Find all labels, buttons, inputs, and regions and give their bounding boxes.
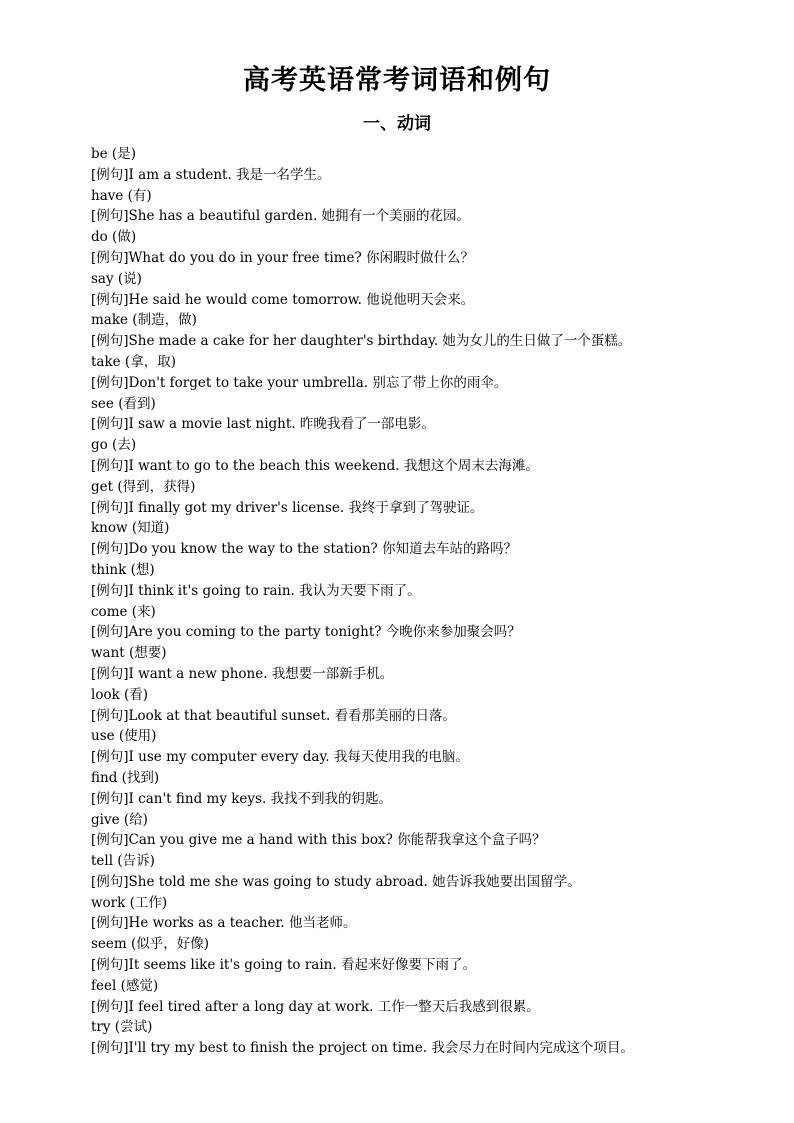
example-sentence-line	[91, 997, 751, 1018]
vocabulary-word: work (工作)	[91, 894, 168, 911]
example-sentence: I use my computer every day. 我每天使用我的电脑。	[128, 749, 469, 766]
vocabulary-word: get (得到，获得)	[91, 478, 196, 495]
example-sentence-line	[91, 664, 751, 685]
example-tag: [例句]	[91, 249, 129, 266]
example-sentence-line	[91, 165, 751, 186]
example-tag: [例句]	[91, 333, 129, 350]
vocabulary-word: do (做)	[91, 229, 137, 246]
example-sentence-line	[91, 248, 751, 269]
vocabulary-word: have (有)	[91, 187, 152, 204]
vocabulary-word: see (看到)	[91, 395, 156, 412]
vocabulary-word: use (使用)	[91, 728, 157, 745]
example-tag: [例句]	[91, 873, 129, 890]
example-sentence-line	[91, 747, 751, 768]
vocabulary-word: look (看)	[91, 686, 149, 703]
example-sentence: She told me she was going to study abroad. 她告诉我她要出国留学。	[128, 873, 581, 890]
vocabulary-word: feel (感觉)	[91, 977, 159, 994]
example-sentence-line	[91, 913, 751, 934]
example-tag: [例句]	[91, 416, 129, 433]
vocabulary-word: take (拿，取)	[91, 353, 176, 370]
vocabulary-word: think (想)	[91, 561, 155, 578]
vocabulary-word: tell (告诉)	[91, 853, 155, 870]
example-tag: [例句]	[91, 832, 129, 849]
example-sentence-line	[91, 789, 751, 810]
vocabulary-word: try (尝试)	[91, 1019, 153, 1036]
example-sentence-line	[91, 872, 751, 893]
example-tag: [例句]	[91, 624, 129, 641]
example-tag: [例句]	[91, 291, 129, 308]
example-sentence: Are you coming to the party tonight? 今晚你来参加聚会吗？	[128, 624, 521, 641]
example-tag: [例句]	[91, 541, 129, 558]
example-sentence: I saw a movie last night. 昨晚我看了一部电影。	[128, 416, 435, 433]
vocabulary-word: say (说)	[91, 270, 142, 287]
example-tag: [例句]	[91, 208, 129, 225]
example-sentence: I feel tired after a long day at work. 工作一整天后我感到很累。	[128, 998, 540, 1015]
example-tag: [例句]	[91, 457, 129, 474]
example-sentence: Do you know the way to the station? 你知道去车站的路吗？	[128, 541, 518, 558]
example-tag: [例句]	[91, 499, 129, 516]
example-sentence: What do you do in your free time? 你闲暇时做什么？	[128, 249, 475, 266]
example-sentence-line	[91, 706, 751, 727]
example-tag: [例句]	[91, 915, 129, 932]
example-sentence: She made a cake for her daughter's birthday. 她为女儿的生日做了一个蛋糕。	[128, 333, 632, 350]
example-sentence: I'll try my best to finish the project on time. 我会尽力在时间内完成这个项目。	[128, 1040, 634, 1057]
example-sentence-line	[91, 414, 751, 435]
vocabulary-list	[91, 144, 751, 1059]
example-sentence: I am a student. 我是一名学生。	[128, 166, 331, 183]
document-title: 高考英语常考词语和例句	[243, 65, 551, 96]
example-sentence: Can you give me a hand with this box? 你能帮我拿这个盒子吗？	[128, 832, 546, 849]
example-sentence-line	[91, 290, 751, 311]
example-sentence: She has a beautiful garden. 她拥有一个美丽的花园。	[128, 208, 471, 225]
example-sentence: It seems like it's going to rain. 看起来好像要下雨了。	[128, 957, 476, 974]
example-sentence: I want to go to the beach this weekend. 我想这个周末去海滩。	[128, 457, 539, 474]
example-tag: [例句]	[91, 1040, 129, 1057]
example-sentence-line	[91, 955, 751, 976]
vocabulary-word: come (来)	[91, 603, 156, 620]
example-tag: [例句]	[91, 707, 129, 724]
vocabulary-word: go (去)	[91, 437, 137, 454]
example-sentence: Don't forget to take your umbrella. 别忘了带上你的雨伞。	[128, 374, 508, 391]
example-sentence-line	[91, 373, 751, 394]
example-tag: [例句]	[91, 749, 129, 766]
vocabulary-word: know (知道)	[91, 520, 170, 537]
example-tag: [例句]	[91, 790, 129, 807]
example-tag: [例句]	[91, 998, 129, 1015]
example-sentence-line	[91, 206, 751, 227]
example-sentence-line	[91, 539, 751, 560]
example-sentence-line	[91, 1038, 751, 1059]
example-sentence: I want a new phone. 我想要一部新手机。	[128, 665, 394, 682]
example-tag: [例句]	[91, 166, 129, 183]
example-sentence: I can't find my keys. 我找不到我的钥匙。	[128, 790, 393, 807]
example-tag: [例句]	[91, 374, 129, 391]
example-sentence-line	[91, 830, 751, 851]
example-sentence-line	[91, 456, 751, 477]
example-sentence: I think it's going to rain. 我认为天要下雨了。	[128, 582, 421, 599]
vocabulary-word: seem (似乎，好像)	[91, 936, 210, 953]
example-tag: [例句]	[91, 665, 129, 682]
example-tag: [例句]	[91, 582, 129, 599]
section-heading: 一、动词	[363, 114, 431, 134]
example-sentence-line	[91, 622, 751, 643]
vocabulary-word: give (给)	[91, 811, 148, 828]
vocabulary-word: want (想要)	[91, 645, 167, 662]
example-sentence-line	[91, 498, 751, 519]
vocabulary-word: make (制造，做)	[91, 312, 197, 329]
vocabulary-word: find (找到)	[91, 769, 160, 786]
example-sentence: I finally got my driver's license. 我终于拿到了驾驶证。	[128, 499, 484, 516]
vocabulary-word: be (是)	[91, 146, 136, 162]
example-sentence: He works as a teacher. 他当老师。	[128, 915, 357, 932]
example-sentence-line	[91, 581, 751, 602]
example-sentence: Look at that beautiful sunset. 看看那美丽的日落。	[128, 707, 457, 724]
example-sentence: He said he would come tomorrow. 他说他明天会来。	[128, 291, 475, 308]
example-tag: [例句]	[91, 957, 129, 974]
example-sentence-line	[91, 331, 751, 352]
